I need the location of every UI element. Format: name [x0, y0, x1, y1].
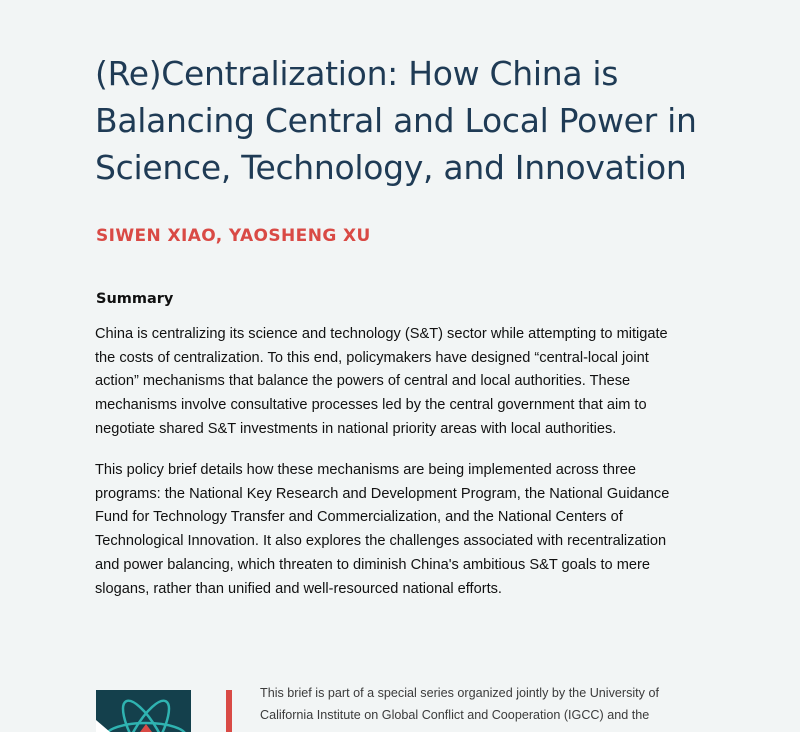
atom-icon	[96, 690, 191, 732]
document-title	[95, 50, 735, 191]
summary-paragraph: China is centralizing its science and technology (S&T) sector while attempting to mitigate the costs of centralization. To this end, policymakers have designed “central-local joint action” mechanisms that balance the powers of central and local authorities. These mechanisms involve consultative processes led by the central government that aim to negotiate shared S&T investments in national priority areas with local authorities.	[95, 326, 668, 437]
igcc-logo	[96, 690, 191, 732]
title-line: Balancing Central and Local Power in	[95, 101, 697, 140]
title-line: Science, Technology, and Innovation	[95, 148, 687, 187]
title-line: (Re)Centralization: How China is	[95, 54, 619, 93]
summary-heading: Summary	[96, 291, 174, 307]
accent-divider	[226, 690, 232, 732]
summary-paragraph: This policy brief details how these mechanisms are being implemented across three programs: the National Key Research and Development Program, the National Guidance Fund for Technology Transfer and Commercialization, and the National Centers of Technological Innovation. It also explores the challenges associated with recentralization and power balancing, which threaten to diminish China's ambitious S&T goals to mere slogans, rather than unified and well-resourced national efforts.	[95, 462, 670, 597]
series-note: This brief is part of a special series organized jointly by the University of California Institute on Global Conflict and Cooperation (IGCC) and the	[260, 686, 659, 722]
authors: SIWEN XIAO, YAOSHENG XU	[96, 226, 371, 246]
